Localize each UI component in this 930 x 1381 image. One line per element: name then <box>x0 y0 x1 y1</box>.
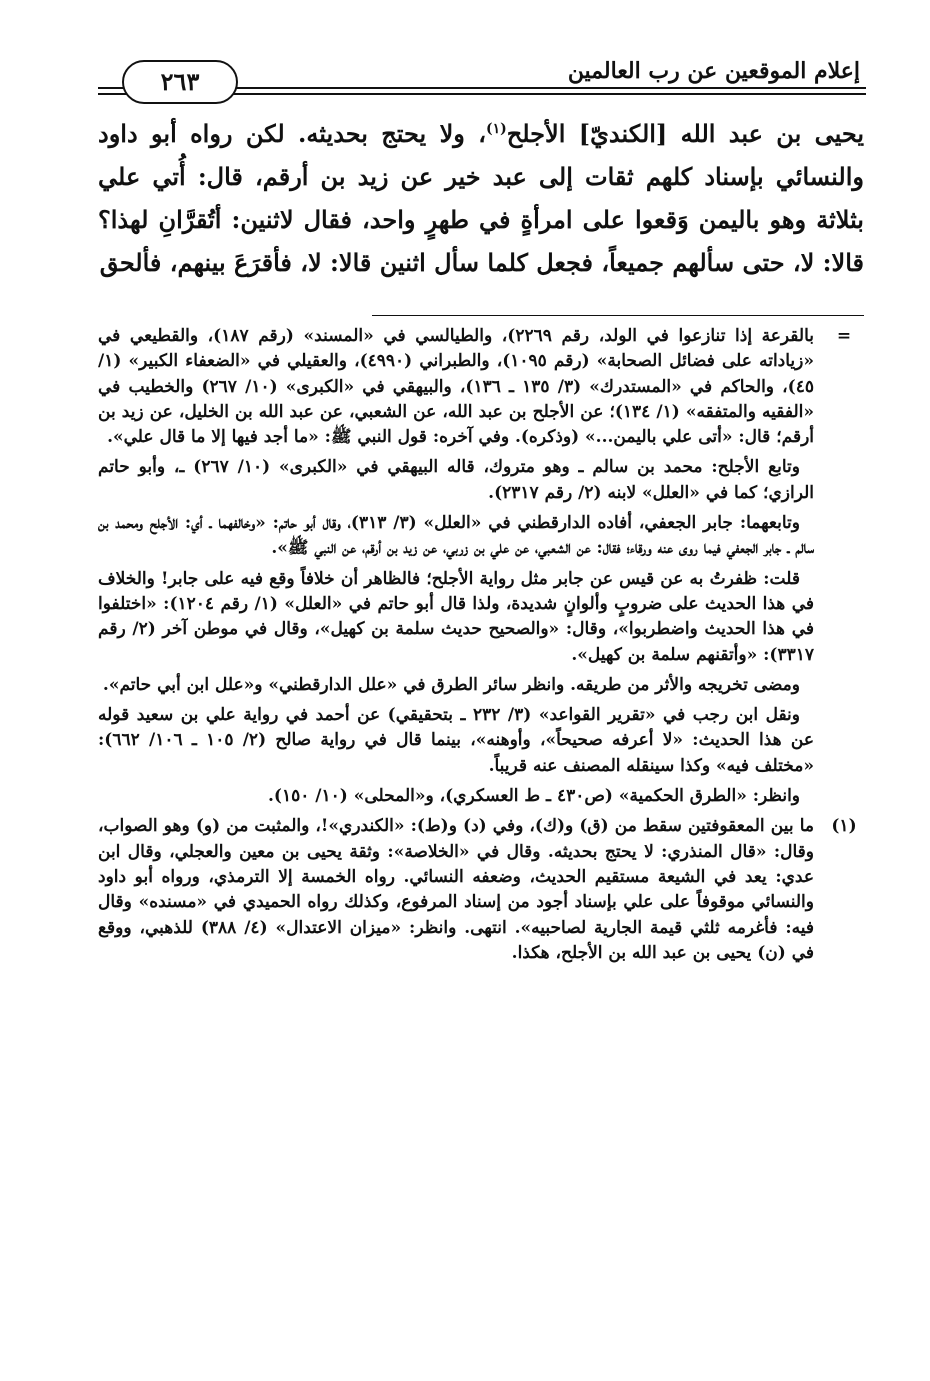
footnote-paragraph: ومضى تخريجه والأثر من طريقه. وانظر سائر الطرق في «علل الدارقطني» و«علل ابن أبي حاتم». <box>102 674 800 695</box>
main-text <box>98 112 864 284</box>
footnote-paragraph: وتابعهما: جابر الجعفي، أفاده الدارقطني في «العلل» (٣/ ٣١٣)، وقال أبو حاتم: «وخالفهما ـ أي: الأجلح ومحمد بن سالم ـ جابر الجعفي فيما روى عنه ورقاء؛ فقال: عن الشعبي، عن علي بن زربي، عن زيد بن أرقم، عن النبي ﷺ». <box>98 513 814 559</box>
footnote-paragraph: ونقل ابن رجب في «تقرير القواعد» (٣/ ٢٣٢ ـ بتحقيقي) عن أحمد في رواية علي بن سعيد قوله عن هذا الحديث: «لا أعرفه صحيحاً»، وأوهنه»، بينما قال في رواية صالح (٢/ ١٠٥ ـ ١٠٦/ ٦٦٢): «مختلف فيه» وكذا سينقله المصنف عنه قريباً. <box>98 705 814 776</box>
main-paragraph <box>98 112 864 284</box>
footnote-paragraph: وتابع الأجلح: محمد بن سالم ـ وهو متروك، قاله البيهقي في «الكبرى» (١٠/ ٢٦٧) ـ، وأبو حاتم الرازي؛ كما في «العلل» لابنه (٢/ رقم ٢٣١٧). <box>98 457 814 503</box>
footnote-1-marker: (١) <box>831 816 857 837</box>
main-text-start: يحيى بن عبد الله [الكنديّ] الأجلح <box>506 119 865 148</box>
footnote-continuation <box>98 324 864 809</box>
footnote-paragraph: قلت: ظفرتُ به عن قيس عن جابر مثل رواية الأجلح؛ فالظاهر أن خلافاً وقع فيه على جابر! والخلاف في هذا الحديث على ضروبٍ وألوانٍ شديدة، ولذا قال أبو حاتم في «العلل» (١/ رقم ١٢٠٤): «اختلفوا في هذا الحديث واضطربوا»، وقال: «والصحيح حديث سلمة بن كهيل»، وقال في موطن آخر (٢/ رقم ٣٣١٧): «وأتقنهم سلمة بن كهيل». <box>98 568 815 665</box>
footnote-1 <box>98 814 864 966</box>
continuation-marker: = <box>836 326 852 346</box>
main-text-rest: ، ولا يحتج بحديثه. لكن رواه أبو داود والنسائي بإسناد كلهم ثقات إلى عبد خير عن زيد بن أرقم، قال: أُتي علي بثلاثة وهو باليمن وَقعوا على امرأةٍ في طهرٍ واحد، فقال لاثنين: أتُقرَّانِ لهذا؟ قالا: لا، حتى سألهم جميعاً، فجعل كلما سأل اثنين قالا: لا، فأقرَعَ بينهم، فألحق <box>98 119 864 277</box>
running-title: إعلام الموقعين عن رب العالمين <box>567 58 860 84</box>
footnote-separator <box>372 315 864 316</box>
page-number: ٢٦٣ <box>122 60 238 104</box>
footnote-1-text: ما بين المعقوفتين سقط من (ق) و(ك)، وفي (د) و(ط): «الكندري»!، والمثبت من (و) وهو الصواب، وقال: «قال المنذري: لا يحتج بحديثه. وقال في «الخلاصة»: وثقة يحيى بن معين والعجلي، وقال ابن عدي: يعد في الشيعة مستقيم الحديث، وضعفه النسائي. رواه الخمسة إلا الترمذي، ورواه أبو داود والنسائي موقوفاً على علي بإسناد أجود من إسناد المرفوع، وكذلك رواه الحميدي في «مسنده» وقال فيه: فأغرمه ثلثي قيمة الجارية لصاحبيه». انتهى. وانظر: «ميزان الاعتدال» (٤/ ٣٨٨) للذهبي، ووقع في (ن) يحيى بن عبد الله بن الأجلح، هكذا. <box>98 816 814 963</box>
footnotes <box>98 324 864 971</box>
footnote-ref-1[interactable]: (١) <box>485 121 507 137</box>
footnote-paragraph: وانظر: «الطرق الحكمية» (ص٤٣٠ ـ ط العسكري)، و«المحلى» (١٠/ ١٥٠). <box>268 786 800 807</box>
footnote-paragraph: بالقرعة إذا تنازعوا في الولد، رقم ٢٢٦٩)، والطيالسي في «المسند» (رقم ١٨٧)، والقطيعي في «زياداته على فضائل الصحابة» (رقم ١٠٩٥)، والطبراني (٤٩٩٠)، والعقيلي في «الضعفاء الكبير» (١/ ٤٥)، والحاكم في «المستدرك» (٣/ ١٣٥ ـ ١٣٦)، والبيهقي في «الكبرى» (١٠/ ٢٦٧) والخطيب في «الفقيه والمتفقه» (١/ ١٣٤)؛ عن الأجلح بن عبد الله، عن الشعبي، عن عبد الله بن الخليل، عن زيد بن أرقم؛ قال: «أتى علي باليمن...» (وذكره). وفي آخره: قول النبي ﷺ: «ما أجد فيها إلا ما قال علي». <box>98 326 814 448</box>
